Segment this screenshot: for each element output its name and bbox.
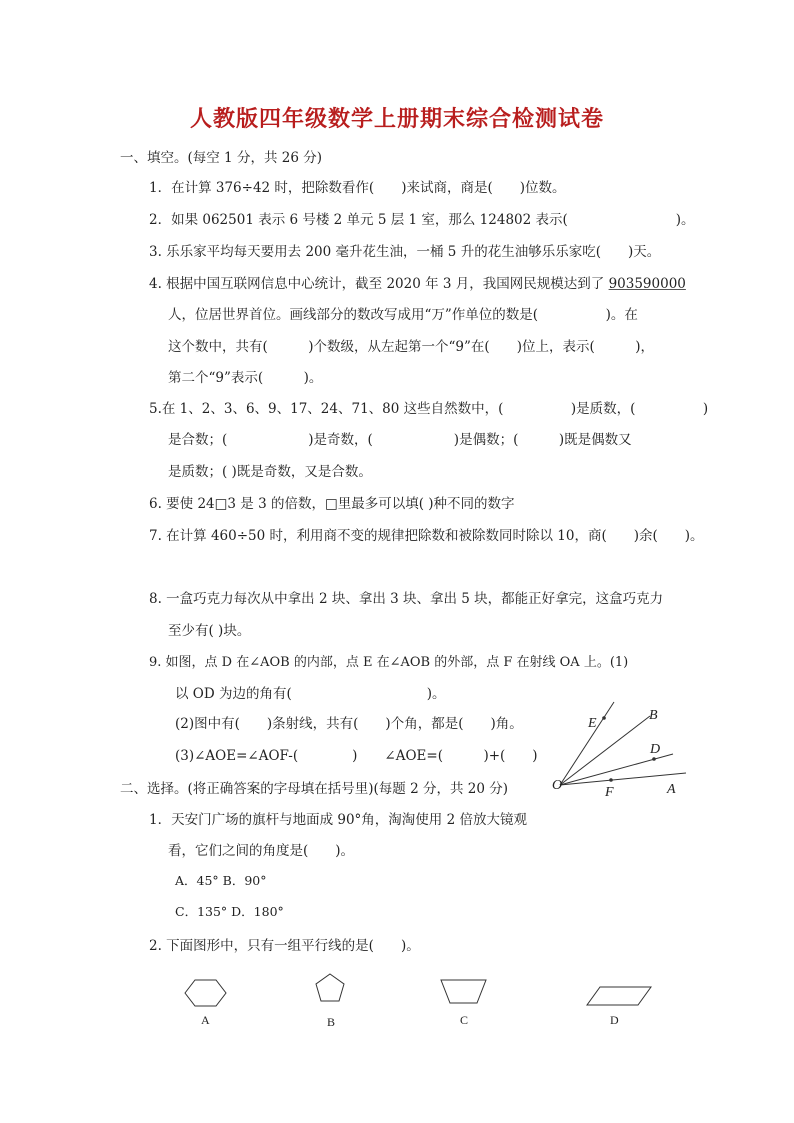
q4-prefix: 4. 根据中国互联网信息中心统计，截至 2020 年 3 月，我国网民规模达到了	[149, 276, 609, 292]
question-1-4-line4: 第二个“9”表示( )。	[168, 370, 323, 386]
pentagon-shape-b	[316, 974, 344, 1001]
question-1-3: 3. 乐乐家平均每天要用去 200 毫升花生油，一桶 5 升的花生油够乐乐家吃( )天。	[149, 244, 661, 260]
question-1-2: 2．如果 062501 表示 6 号楼 2 单元 5 层 1 室，那么 124802 表示( )。	[149, 212, 695, 228]
label-a: A	[667, 782, 676, 797]
question-1-1: 1．在计算 376÷42 时，把除数看作( )来试商，商是( )位数。	[149, 180, 566, 196]
point-e-dot	[602, 716, 606, 720]
question-2-1-line1: 1．天安门广场的旗杆与地面成 90°角，淘淘使用 2 倍放大镜观	[149, 812, 527, 828]
trapezoid-shape-c	[441, 980, 486, 1003]
question-1-4-line2: 人，位居世界首位。画线部分的数改写成用“万”作单位的数是( )。在	[168, 307, 638, 323]
page-title: 人教版四年级数学上册期末综合检测试卷	[189, 106, 604, 132]
label-d: D	[650, 742, 661, 757]
question-2-1-options-cd: C．135° D．180°	[175, 904, 284, 919]
question-1-4-line3: 这个数中，共有( )个数级，从左起第一个“9”在( )位上，表示( )，	[168, 339, 654, 355]
question-1-5-line3: 是质数；( )既是奇数，又是合数。	[168, 464, 372, 480]
question-1-8-line1: 8. 一盒巧克力每次从中拿出 2 块、拿出 3 块、拿出 5 块，都能正好拿完，这盒巧克力	[149, 591, 664, 607]
label-f: F	[605, 785, 614, 800]
label-e: E	[588, 716, 597, 731]
question-2-1-options-ab: A．45° B．90°	[175, 873, 267, 888]
question-1-4-line1	[149, 272, 686, 292]
question-1-6: 6. 要使 24□3 是 3 的倍数，□里最多可以填( )种不同的数字	[149, 496, 515, 512]
shape-label-a: A	[201, 1013, 210, 1027]
question-2-2: 2. 下面图形中，只有一组平行线的是( )。	[149, 938, 420, 954]
question-1-5-line2: 是合数；( )是奇数，( )是偶数；( )既是偶数又	[168, 432, 632, 448]
hexagon-shape-a	[185, 980, 226, 1006]
question-1-5-line1: 5.在 1、2、3、6、9、17、24、71、80 这些自然数中，( )是质数，( )	[149, 401, 709, 417]
shape-label-b: B	[327, 1015, 336, 1029]
parallelogram-shape-d	[587, 987, 651, 1005]
q4-underlined-number: 903590000	[608, 276, 686, 292]
question-1-7: 7. 在计算 460÷50 时，利用商不变的规律把除数和被除数同时除以 10，商( )余( )。	[149, 528, 704, 544]
point-d-dot	[652, 757, 656, 761]
section2-heading: 二、选择。(将正确答案的字母填在括号里)(每题 2 分，共 20 分)	[120, 781, 508, 797]
question-1-9-line4: (3)∠AOE=∠AOF-( ) ∠AOE=( )+( )	[175, 748, 538, 764]
shapes-row	[170, 966, 670, 1036]
shape-label-d: D	[610, 1013, 619, 1027]
question-1-8-line2: 至少有( )块。	[168, 623, 251, 639]
question-1-9-line3: (2)图中有( )条射线，共有( )个角，都是( )角。	[175, 716, 523, 732]
question-2-1-line2: 看，它们之间的角度是( )。	[168, 843, 355, 859]
point-f-dot	[609, 778, 613, 782]
ray-ob	[560, 716, 650, 785]
question-1-9-line2: 以 OD 为边的角有( )。	[175, 686, 446, 702]
label-o: O	[552, 778, 563, 793]
angle-diagram	[548, 696, 698, 806]
section1-heading: 一、填空。(每空 1 分，共 26 分)	[120, 150, 322, 166]
question-1-9-line1: 9. 如图，点 D 在∠AOB 的内部，点 E 在∠AOB 的外部，点 F 在射线 OA 上。(1)	[149, 655, 629, 670]
label-b: B	[649, 708, 658, 723]
shape-label-c: C	[460, 1013, 469, 1027]
